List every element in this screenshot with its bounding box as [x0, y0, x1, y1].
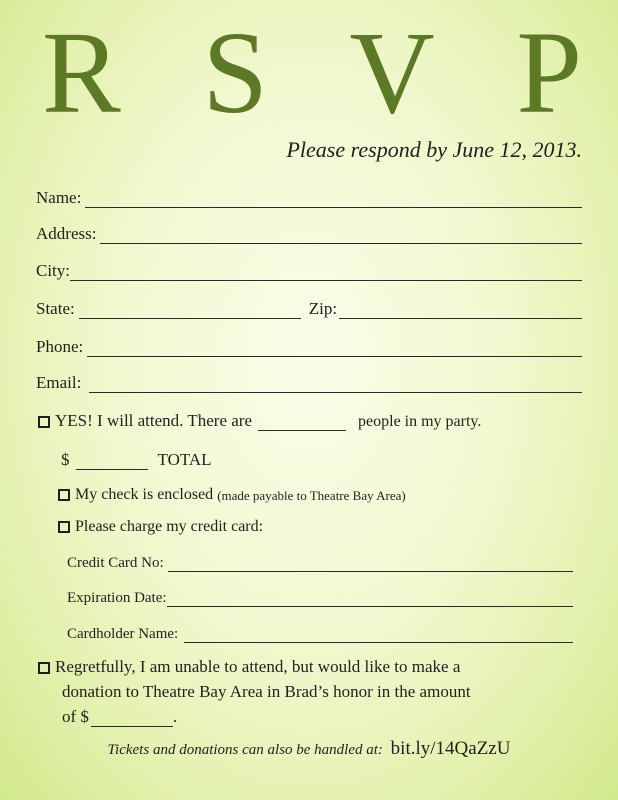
footer-text: Tickets and donations can also be handled at: — [107, 742, 383, 758]
cardholder-field[interactable] — [184, 626, 573, 643]
credit-label: Please charge my credit card: — [75, 518, 264, 535]
total-amount-field[interactable] — [76, 453, 148, 470]
check-label: My check is enclosed — [75, 486, 214, 503]
phone-row — [36, 335, 582, 357]
decline-line-2: donation to Theatre Bay Area in Brad’s honor in the amount — [62, 682, 471, 701]
address-row — [36, 222, 582, 244]
donation-amount-field[interactable] — [91, 710, 173, 727]
party-size-field[interactable] — [258, 414, 346, 431]
decline-row-2 — [62, 680, 602, 702]
phone-field[interactable] — [87, 340, 582, 357]
decline-line-1: Regretfully, I am unable to attend, but would like to make a — [55, 657, 461, 676]
email-label: Email: — [36, 373, 82, 392]
address-field[interactable] — [100, 227, 582, 244]
city-label: City: — [36, 261, 71, 280]
card-number-row — [67, 550, 573, 572]
address-label: Address: — [36, 224, 97, 243]
state-label: State: — [36, 299, 75, 318]
total-row — [61, 448, 261, 470]
state-zip-row — [36, 297, 582, 319]
decline-period: . — [172, 707, 178, 726]
footer — [0, 738, 618, 760]
city-field[interactable] — [70, 264, 582, 281]
title-letter-p: P — [516, 7, 582, 138]
check-row — [58, 482, 538, 504]
city-row — [36, 259, 582, 281]
attend-checkbox[interactable] — [38, 416, 50, 428]
attend-row — [38, 409, 558, 431]
name-field[interactable] — [85, 191, 582, 208]
expiration-field[interactable] — [167, 590, 573, 607]
check-checkbox[interactable] — [58, 489, 70, 501]
email-row — [36, 371, 582, 393]
expiration-row — [67, 585, 573, 607]
title-letter-s: S — [202, 7, 268, 138]
total-currency: $ — [61, 450, 70, 469]
decline-row-1 — [38, 655, 598, 677]
footer-url[interactable]: bit.ly/14QaZzU — [390, 738, 511, 759]
title-letter-v: V — [349, 7, 435, 138]
attend-suffix: people in my party. — [358, 413, 482, 430]
zip-field[interactable] — [339, 302, 582, 319]
card-number-label: Credit Card No: — [67, 555, 164, 571]
state-field[interactable] — [79, 302, 301, 319]
cardholder-label: Cardholder Name: — [67, 626, 179, 642]
name-label: Name: — [36, 188, 82, 207]
rsvp-title — [0, 7, 618, 138]
credit-row — [58, 514, 458, 536]
total-label: TOTAL — [157, 450, 212, 469]
respond-by-text: Please respond by June 12, 2013. — [286, 137, 582, 162]
credit-checkbox[interactable] — [58, 521, 70, 533]
cardholder-row — [67, 621, 573, 643]
email-field[interactable] — [89, 376, 582, 393]
attend-label: YES! I will attend. There are — [55, 411, 253, 430]
expiration-label: Expiration Date: — [67, 590, 167, 606]
phone-label: Phone: — [36, 337, 84, 356]
check-note: (made payable to Theatre Bay Area) — [217, 488, 406, 503]
decline-checkbox[interactable] — [38, 662, 50, 674]
zip-label: Zip: — [308, 299, 338, 318]
decline-line-3: of $ — [62, 707, 89, 726]
decline-row-3 — [62, 705, 262, 727]
title-letter-r: R — [42, 7, 121, 138]
card-number-field[interactable] — [168, 555, 573, 572]
name-row — [36, 186, 582, 208]
